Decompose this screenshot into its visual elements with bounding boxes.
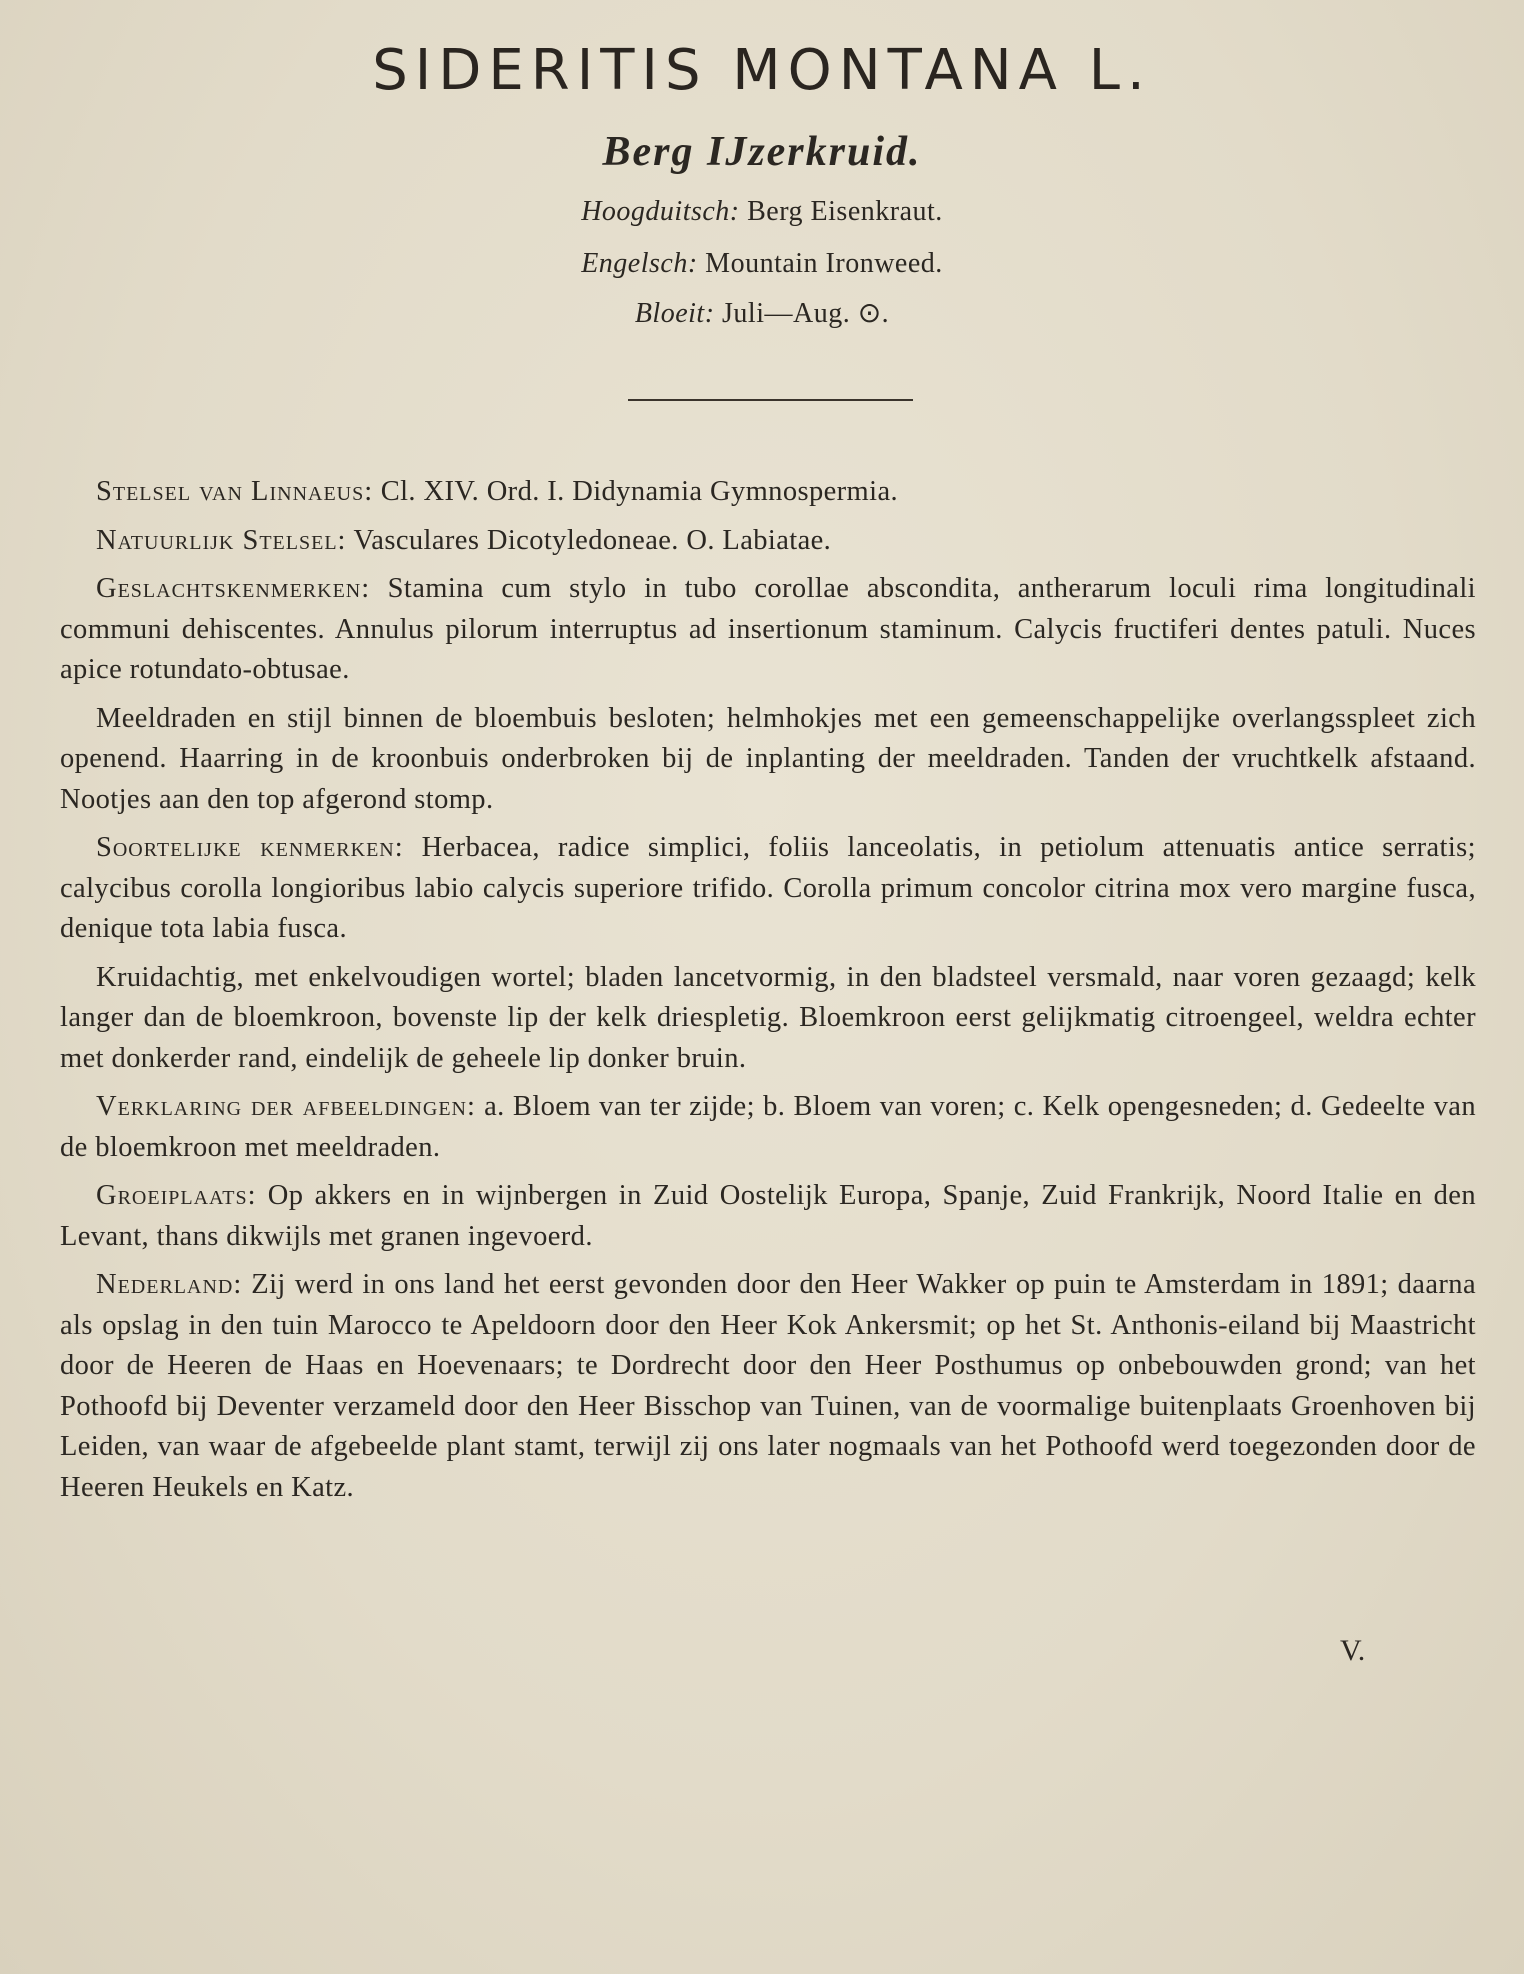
section-text: Vasculares Dicotyledoneae. O. Labiatae. [346, 524, 832, 556]
section-label: Verklaring der afbeeldingen: [96, 1091, 476, 1122]
section-text: Meeldraden en stijl binnen de bloembuis besloten; helmhokjes met een gemeenschappelijke overlangsspleet zich openend. Haarring in de kroonbuis onderbroken bij de inplanting der meeldraden. Tanden der vruchtkelk afstaand. Nootjes aan den top afgerond stomp. [60, 702, 1476, 815]
section-text: Herbacea, radice simplici, foliis lanceolatis, in petiolum attenuatis antice serratis; calycibus corolla longioribus labio calycis superiore trifido. Corolla primum concolor citrina mox vero margine fusca, denique tota labia fusca. [60, 832, 1476, 944]
paragraph-species-latin [60, 828, 1476, 950]
paragraph-figures [60, 1087, 1476, 1168]
species-title: SIDERITIS MONTANA L. [372, 38, 1152, 103]
german-name: Berg Eisenkraut. [747, 196, 943, 227]
section-text: Zij werd in ons land het eerst gevonden door den Heer Wakker op puin te Amsterdam in 1891; daarna als opslag in den tuin Marocco te Apeldoorn door den Heer Kok Ankersmit; op het St. Anthonis-eiland bij Maastricht door de Heeren de Haas en Hoevenaars; te Dordrecht door den Heer Posthumus op onbebouwden grond; van het Pothoofd bij Deventer verzameld door den Heer Bisschop van Tuinen, van de voormalige buitenplaats Groenhoven bij Leiden, van waar de afgebeelde plant stamt, terwijl zij ons later nogmaals van het Pothoofd werd toegezonden door de Heeren Heukels en Katz. [60, 1269, 1476, 1503]
divider [628, 399, 913, 401]
english-name: Mountain Ironweed. [705, 248, 943, 279]
flowering-period: Juli—Aug. ⊙. [722, 298, 890, 329]
english-name-line [0, 248, 1524, 280]
section-label: Natuurlijk Stelsel: [96, 524, 347, 556]
section-label: Groeiplaats: [96, 1180, 257, 1211]
section-text: a. Bloem van ter zijde; b. Bloem van voren; c. Kelk opengesneden; d. Gedeelte van de bloemkroon met meeldraden. [60, 1091, 1476, 1163]
paragraph-natural-system [60, 521, 1476, 562]
flowering-label: Bloeit: [634, 298, 715, 329]
section-label: Stelsel van Linnaeus: [96, 476, 374, 507]
description-body [60, 472, 1476, 1516]
paragraph-netherlands [60, 1265, 1476, 1508]
author-signature: V. [1340, 1634, 1366, 1667]
paragraph-genus-dutch [60, 699, 1476, 821]
section-label: Soortelijke kenmerken: [96, 832, 404, 863]
flowering-line [0, 296, 1524, 330]
paragraph-linnaeus [60, 472, 1476, 513]
section-text: Stamina cum stylo in tubo corollae abscondita, antherarum loculi rima longitudinali communi dehiscentes. Annulus pilorum interruptus ad insertionum staminum. Calycis fructiferi dentes patuli. Nuces apice rotundato-obtusae. [60, 573, 1476, 685]
english-label: Engelsch: [581, 248, 698, 279]
section-text: Op akkers en in wijnbergen in Zuid Oostelijk Europa, Spanje, Zuid Frankrijk, Noord Italie en den Levant, thans dikwijls met granen ingevoerd. [60, 1180, 1476, 1252]
paragraph-genus-latin [60, 569, 1476, 691]
section-label: Geslachtskenmerken: [96, 573, 371, 604]
dutch-name: Berg IJzerkruid. [602, 129, 922, 175]
section-text: Cl. XIV. Ord. I. Didynamia Gymnospermia. [373, 476, 899, 507]
paragraph-species-dutch [60, 958, 1476, 1080]
paragraph-habitat [60, 1176, 1476, 1257]
section-label: Nederland: [96, 1269, 243, 1300]
section-text: Kruidachtig, met enkelvoudigen wortel; bladen lancetvormig, in den bladsteel versmald, naar voren gezaagd; kelk langer dan de bloemkroon, bovenste lip der kelk driespletig. Bloemkroon eerst gelijkmatig citroengeel, weldra echter met donkerder rand, eindelijk de geheele lip donker bruin. [60, 961, 1476, 1074]
german-label: Hoogduitsch: [581, 196, 740, 227]
german-name-line [0, 196, 1524, 228]
